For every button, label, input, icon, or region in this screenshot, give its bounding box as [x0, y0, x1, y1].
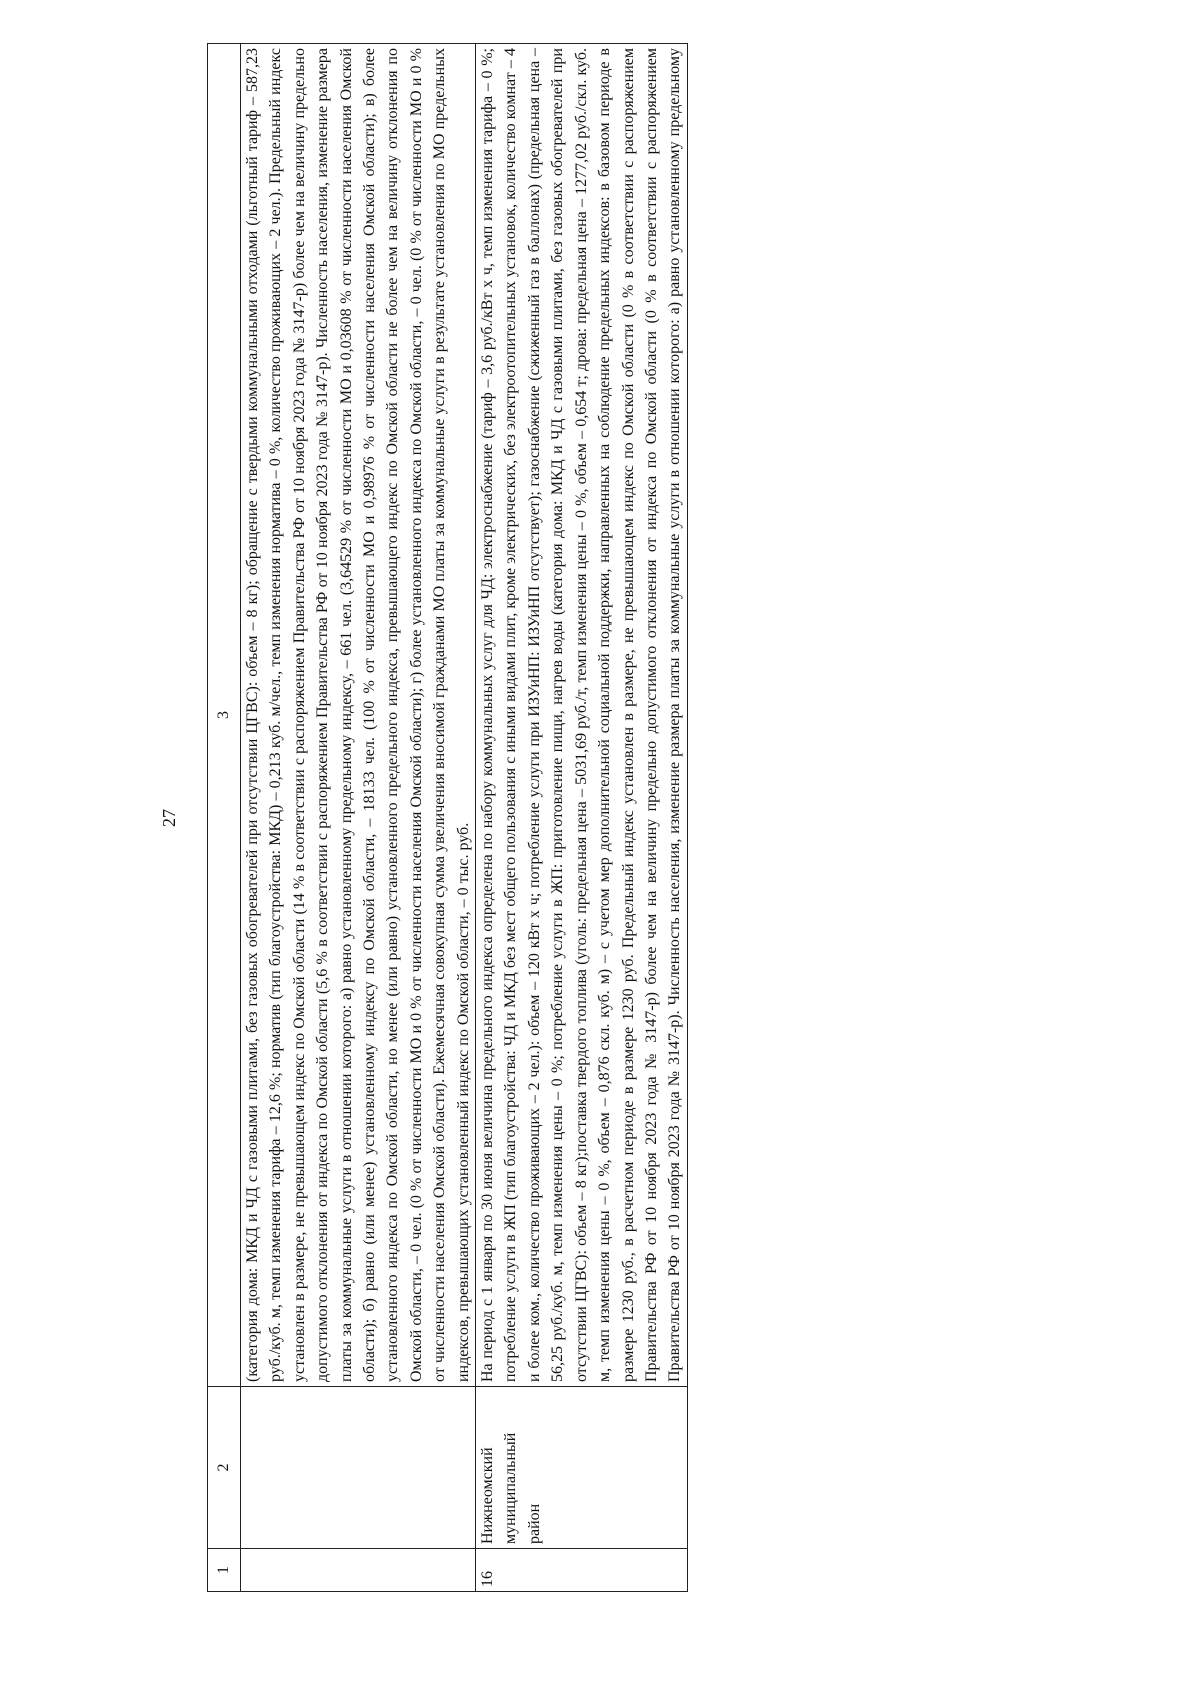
row-description: (категория дома: МКД и ЧД с газовыми плитами, без газовых обогревателей при отсутствии ЦГВС): объем – 8 кг); обращение с твердыми коммунальными отходами (льготный тариф – 587,23 руб./куб. м, темп изменения тарифа – 12,6 %; норматив (тип благоустройства: МКД) – 0,213 куб. м/чел., темп изменения норматива – 0 %, количество проживающих – 2 чел.). Предельный индекс установлен в размере, не превышающем индекс по Омской области (14 % в соответствии с распоряжением Правительства РФ от 10 ноября 2023 года № 3147-р) более чем на величину предельно допустимого отклонения от индекса по Омской области (5,6 % в соответствии с распоряжением Правительства РФ от 10 ноября 2023 года № 3147-р). Численность населения, изменение размера платы за коммунальные услуги в отношении которого: а) равно установленному предельному индексу, – 661 чел. (3,64529 % от численности МО и 0,03608 % от численности населения Омской области); б) равно (или менее) установленному индексу по Омской области, – 18133 чел. (100 % от численности МО и 0,98976 % от численности населения Омской области); в) более установленного индекса по Омской области, но менее (или равно) установленного предельного индекса, превышающего индекс по Омской области не более чем на величину отклонения по Омской области, – 0 чел. (0 % от численности МО и 0 % от численности населения Омской области); г) более установленного индекса по Омской области, – 0 чел. (0 % от численности МО и 0 % от численности населения Омской области). Ежемесячная совокупная сумма увеличения вносимой гражданами МО платы за коммунальные услуги в результате установления по МО предельных индексов, превышающих установленный индекс по Омской области, – 0 тыс. руб. [241, 44, 476, 1387]
table-row [241, 44, 476, 1592]
row-number [241, 1549, 476, 1592]
column-header: 1 [208, 1549, 241, 1592]
table-header-row [208, 44, 241, 1592]
column-header: 3 [208, 44, 241, 1387]
row-description: На период с 1 января по 30 июня величина предельного индекса определена по набору коммунальных услуг для ЧД: электроснабжение (тариф – 3,6 руб./кВт х ч, темп изменения тарифа – 0 %; потребление услуги в ЖП (тип благоустройства: ЧД и МКД без мест общего пользования с иными видами плит, кроме электрических, без электроотопительных установок, количество комнат – 4 и более ком., количество проживающих – 2 чел.): объем – 120 кВт х ч; потребление услуги при ИЗУиНП: ИЗУиНП отсутствует); газоснабжение (сжиженный газ в баллонах) (предельная цена – 56,25 руб./куб. м, темп изменения цены – 0 %; потребление услуги в ЖП: приготовление пищи, нагрев воды (категория дома: МКД и ЧД с газовыми плитами, без газовых обогревателей при отсутствии ЦГВС): объем – 8 кг);поставка твердого топлива (уголь: предельная цена – 5031,69 руб./т, темп изменения цены – 0 %, объем – 0,654 т; дрова: предельная цена – 1277,02 руб./скл. куб. м, темп изменения цены – 0 %, объем – 0,876 скл. куб. м) – с учетом мер дополнительной социальной поддержки, направленных на соблюдение предельных индексов: в базовом периоде в размере 1230 руб., в расчетном периоде в размере 1230 руб. Предельный индекс установлен в размере, не превышающем индекс по Омской области (0 % в соответствии с распоряжением Правительства РФ от 10 ноября 2023 года № 3147-р) более чем на величину предельно допустимого отклонения от индекса по Омской области (0 % в соответствии с распоряжением Правительства РФ от 10 ноября 2023 года № 3147-р). Численность населения, изменение размера платы за коммунальные услуги в отношении которого: а) равно установленному предельному [476, 44, 688, 1387]
table-row [476, 44, 688, 1592]
data-table [207, 43, 688, 1592]
document-page [158, 32, 1058, 1592]
row-number: 16 [476, 1549, 688, 1592]
district-name [241, 1387, 476, 1549]
district-name: Нижнеомский муниципальный район [476, 1387, 688, 1549]
column-header: 2 [208, 1387, 241, 1549]
page-number: 27 [159, 809, 179, 827]
